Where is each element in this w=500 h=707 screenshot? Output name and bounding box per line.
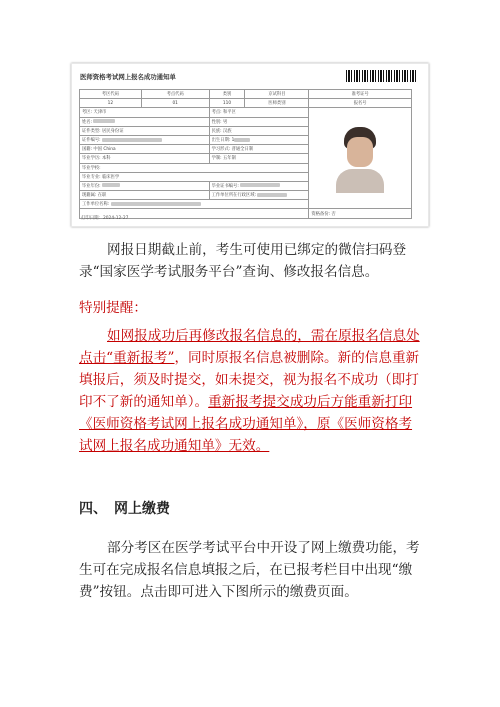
cell: 出生日期: 1 <box>209 135 309 144</box>
section-heading: 四、 网上缴费 <box>79 501 170 517</box>
special-reminder-heading: 特别提醒： <box>79 300 147 316</box>
paragraph-online-payment: 部分考区在医学考试平台中开设了网上缴费功能，考生可在完成报名信息填报之后，在已报考栏目中出现“缴费”按钮。点击即可进入下图所示的缴费页面。 <box>79 540 420 600</box>
redacted-text <box>240 183 280 187</box>
cell: 01 <box>141 99 209 108</box>
header-cell: 准考证号 <box>309 90 412 99</box>
cell: 考区: 天津市 <box>80 108 210 117</box>
paragraph-login-info: 网报日期截止前，考生可使用已绑定的微信扫码登录“国家医学考试服务平台”查询、修改报名信息。 <box>79 242 407 280</box>
notice-table <box>79 89 412 219</box>
applicant-photo <box>332 123 388 193</box>
cell: 资格备份: 否 <box>309 209 412 218</box>
cell: 毕业年份: <box>80 181 210 190</box>
cell: 考点: 和平区 <box>209 108 309 117</box>
cell: 性别: 男 <box>209 117 309 126</box>
table-row <box>80 99 412 108</box>
header-cell: 考区代码 <box>80 90 142 99</box>
cell: 工作单位所在行政区域: <box>209 191 309 200</box>
cell: 国籍: 中国 China <box>80 145 210 154</box>
header-cell: 考点代码 <box>141 90 209 99</box>
cell: 证件编号: <box>80 135 210 144</box>
redacted-text <box>234 138 250 142</box>
reminder-text: ，同时原报名信息被删除。新的信息重新填报后，须及时提交，如未提交，视为报名不成功（即打印不了新的通知单）。 <box>79 350 420 410</box>
cell: 毕业证书编号: <box>209 181 309 190</box>
table-header-row <box>80 90 412 99</box>
underlined-text: 重新报考提交成功后方能重新打印《医师资格考试网上报名成功通知单》，原《医师资格考试网上报名成功通知单》无效。 <box>79 394 413 454</box>
redacted-text <box>93 119 115 123</box>
underlined-text: 如网报成功后再修改报名信息的，需在原报名信息处点击“重新报考” <box>79 328 420 366</box>
cell: 姓名: <box>80 117 210 126</box>
cell: 证件类型: 居民身份证 <box>80 126 210 135</box>
cell: 毕业学校: <box>80 163 309 172</box>
notice-title: 医师资格考试网上报名成功通知单 <box>80 73 176 81</box>
redacted-text <box>102 138 162 142</box>
cell: 现籍属: 在职 <box>80 191 210 200</box>
special-reminder-text <box>79 325 425 457</box>
print-date: 打印日期：2024-12-27 <box>81 216 129 221</box>
redacted-text <box>102 183 120 187</box>
photo-cell <box>309 108 412 209</box>
header-cell: 类别 <box>209 90 245 99</box>
header-cell: 京试科目 <box>245 90 309 99</box>
cell: 学习形式: 普通全日制 <box>209 145 309 154</box>
registration-notice-card <box>71 63 429 227</box>
cell: 学制: 五年制 <box>209 154 309 163</box>
table-row <box>80 108 412 117</box>
redacted-text <box>111 202 201 206</box>
cell: 医师类别 <box>245 99 309 108</box>
barcode <box>346 70 418 82</box>
cell: 毕业学历: 本科 <box>80 154 210 163</box>
table-row <box>80 209 412 218</box>
redacted-text <box>257 193 287 197</box>
cell: 工作单位名称: <box>80 200 309 209</box>
cell: 毕业专业: 临床医学 <box>80 172 309 181</box>
cell: 民族: 汉族 <box>209 126 309 135</box>
cell: 110 <box>209 99 245 108</box>
photo-header: 报名号 <box>309 99 412 108</box>
cell: 12 <box>80 99 142 108</box>
